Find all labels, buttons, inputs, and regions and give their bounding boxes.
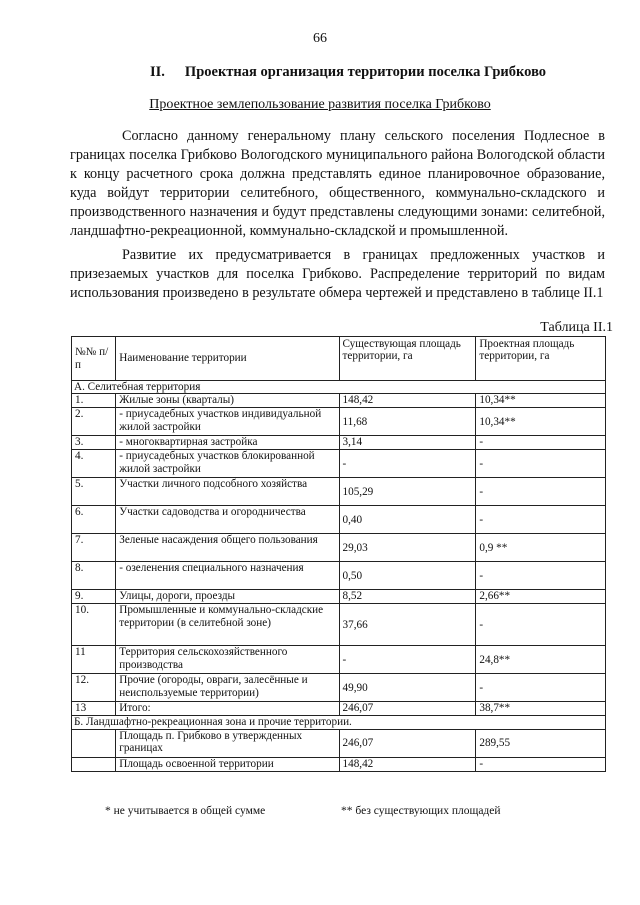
row-projected-area: - [476,562,606,590]
row-existing-area: 0,50 [339,562,476,590]
row-projected-area: - [476,604,606,646]
row-name: - озеленения специального назначения [116,562,339,590]
table-row [72,506,606,534]
header-number: №№ п/п [72,337,116,381]
table-row [72,590,606,604]
row-name: Промышленные и коммунально-складские территории (в селитебной зоне) [116,604,339,646]
footnote-1: * не учитывается в общей сумме [105,805,266,817]
row-projected-area: 289,55 [476,729,606,757]
row-name: Участки садоводства и огородничества [116,506,339,534]
table-row [72,436,606,450]
row-existing-area: 29,03 [339,534,476,562]
row-projected-area: 10,34** [476,394,606,408]
row-projected-area: - [476,757,606,771]
row-projected-area: 0,9 ** [476,534,606,562]
row-existing-area: 148,42 [339,757,476,771]
table-row [72,702,606,716]
row-name: Площадь освоенной территории [116,757,339,771]
row-projected-area: 10,34** [476,408,606,436]
row-name: Прочие (огороды, овраги, залесённые и неиспользуемые территории) [116,674,339,702]
row-number: 12. [72,674,116,702]
row-existing-area: 3,14 [339,436,476,450]
row-number: 4. [72,450,116,478]
row-number: 1. [72,394,116,408]
row-name: Улицы, дороги, проезды [116,590,339,604]
row-number: 3. [72,436,116,450]
table-caption: Таблица II.1 [540,320,613,335]
row-name: Зеленые насаждения общего пользования [116,534,339,562]
row-number: 6. [72,506,116,534]
row-number [72,729,116,757]
row-name: - приусадебных участков блокированной жилой застройки [116,450,339,478]
land-use-table [71,336,606,772]
row-projected-area: 38,7** [476,702,606,716]
table-row [72,534,606,562]
row-projected-area: - [476,506,606,534]
table-row [72,729,606,757]
row-existing-area: 246,07 [339,702,476,716]
row-name: Жилые зоны (кварталы) [116,394,339,408]
table-row [72,562,606,590]
row-number: 7. [72,534,116,562]
row-existing-area: 105,29 [339,478,476,506]
table-row [72,478,606,506]
section-heading [150,64,546,81]
table-row [72,757,606,771]
footnote-2: ** без существующих площадей [341,805,501,817]
row-projected-area: 2,66** [476,590,606,604]
paragraph-1: Согласно данному генеральному плану сельского поселения Подлесное в границах поселка Грибково Вологодского муниципального района Вологодской области к концу расчетного срока должна представлять единое планировочное образование, куда войдут территории селитебного, общественного, коммунально-складского и производственного назначения и будут представлены следующими зонами: селитебной, ландшафтно-рекреационной, коммунально-складской и промышленной. [70,128,605,239]
row-existing-area: 8,52 [339,590,476,604]
row-existing-area: 246,07 [339,729,476,757]
section-title: Проектная организация территории поселка Грибково [184,64,547,80]
row-projected-area: - [476,436,606,450]
section-a-row [72,381,606,394]
table-row [72,394,606,408]
row-number: 11 [72,646,116,674]
row-name: Территория сельскохозяйственного производства [116,646,339,674]
row-name: - приусадебных участков индивидуальной жилой застройки [116,408,339,436]
table-row [72,408,606,436]
header-name: Наименование территории [116,337,339,381]
row-existing-area: 49,90 [339,674,476,702]
row-projected-area: - [476,450,606,478]
row-number: 2. [72,408,116,436]
row-projected-area: - [476,478,606,506]
row-number: 13 [72,702,116,716]
table-header-row [72,337,606,381]
row-number [72,757,116,771]
subtitle: Проектное землепользование развития поселка Грибково [149,97,491,112]
table-row [72,604,606,646]
table-row [72,674,606,702]
section-a-label: А. Селитебная территория [72,381,606,394]
row-number: 9. [72,590,116,604]
row-number: 10. [72,604,116,646]
paragraph-2: Развитие их предусматривается в границах предложенных участков и призезаемых участков для поселка Грибково. Распределение территорий по видам использования произведено в результате обмера чертежей и представлено в таблице II.1 [70,247,605,301]
row-existing-area: 148,42 [339,394,476,408]
row-existing-area: - [339,646,476,674]
row-name: Площадь п. Грибково в утвержденных границах [116,729,339,757]
section-b-row [72,716,606,729]
page-number: 66 [313,31,327,46]
row-projected-area: 24,8** [476,646,606,674]
header-projected-area: Проектная площадь территории, га [476,337,606,381]
row-name: - многоквартирная застройка [116,436,339,450]
row-name: Итого: [116,702,339,716]
section-b-label: Б. Ландшафтно-рекреационная зона и прочие территории. [72,716,606,729]
header-existing-area: Существующая площадь территории, га [339,337,476,381]
row-existing-area: 0,40 [339,506,476,534]
table-row [72,646,606,674]
row-existing-area: 37,66 [339,604,476,646]
row-name: Участки личного подсобного хозяйства [116,478,339,506]
row-number: 5. [72,478,116,506]
row-existing-area: 11,68 [339,408,476,436]
row-number: 8. [72,562,116,590]
table-row [72,450,606,478]
row-existing-area: - [339,450,476,478]
section-number: II. [150,64,165,80]
row-projected-area: - [476,674,606,702]
